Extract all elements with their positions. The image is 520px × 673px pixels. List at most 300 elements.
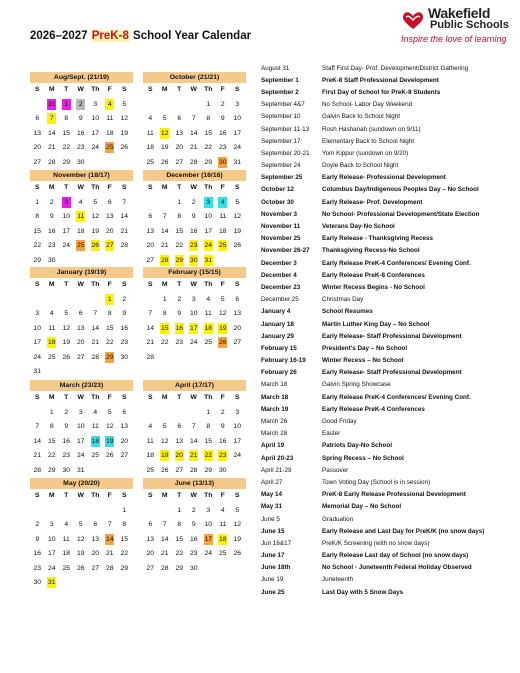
day-cell (230, 518, 245, 533)
day-number (105, 504, 114, 515)
day-cell (88, 365, 103, 380)
weekday-label: M (161, 86, 168, 93)
event-date: March 18 (261, 393, 289, 401)
page-title (30, 30, 251, 42)
weekday-label: T (64, 281, 69, 288)
week-row (30, 533, 133, 548)
weekday-label: F (220, 184, 225, 191)
day-cell (158, 336, 173, 351)
event-date: September 20-21 (261, 149, 310, 157)
event-description: Spring Recess – No School (322, 454, 404, 462)
event-description: Good Friday (322, 418, 357, 426)
week-row (30, 127, 133, 142)
day-number: 13 (175, 129, 184, 137)
day-cell (216, 533, 231, 548)
day-cell (45, 225, 60, 240)
day-cell (143, 254, 158, 269)
day-cell (230, 449, 245, 464)
day-number (33, 293, 42, 304)
day-cell (103, 98, 118, 113)
day-number: 1 (162, 295, 167, 303)
day-number: 14 (160, 535, 169, 543)
day-number: 14 (189, 437, 198, 445)
day-cell (172, 406, 187, 421)
day-cell (230, 225, 245, 240)
weekday-label: Th (91, 281, 100, 288)
day-number: 10 (47, 535, 56, 543)
day-cell (59, 307, 74, 322)
week-row (143, 406, 246, 421)
day-cell (187, 518, 202, 533)
day-number (233, 254, 242, 265)
day-cell (45, 449, 60, 464)
event-date: April 27 (261, 478, 283, 486)
day-cell (88, 156, 103, 171)
day-cell (143, 196, 158, 211)
day-cell (103, 365, 118, 380)
event-row (261, 220, 506, 232)
event-date: February 16-19 (261, 357, 306, 365)
weekday-label: F (220, 281, 225, 288)
day-cell (59, 562, 74, 577)
day-number (218, 254, 227, 265)
weekday-label: W (190, 281, 197, 288)
day-number: 20 (146, 550, 155, 557)
day-cell (30, 336, 45, 351)
event-date: September 10 (261, 113, 301, 121)
day-cell (158, 210, 173, 225)
day-cell (201, 533, 216, 548)
day-number: 4 (64, 521, 69, 528)
day-cell (158, 293, 173, 308)
day-cell (187, 420, 202, 435)
week-row (143, 351, 246, 366)
day-number: 16 (218, 129, 227, 137)
day-cell (117, 533, 132, 548)
day-cell (143, 307, 158, 322)
day-number: 23 (33, 564, 42, 572)
title-grade-highlight: PreK-8 (91, 30, 129, 42)
day-number: 13 (175, 437, 184, 445)
day-cell (59, 254, 74, 269)
day-cell (117, 112, 132, 127)
day-cell (158, 518, 173, 533)
day-number: 25 (218, 242, 227, 249)
day-cell (59, 518, 74, 533)
day-cell (103, 576, 118, 591)
day-cell (117, 351, 132, 366)
weekday-label: S (121, 492, 127, 499)
day-number: 4 (206, 295, 211, 303)
day-cell (230, 127, 245, 142)
week-row (30, 562, 133, 577)
day-cell (172, 307, 187, 322)
day-number: 24 (47, 564, 56, 572)
day-cell (187, 293, 202, 308)
weekday-label: S (234, 394, 240, 401)
day-number (218, 351, 227, 362)
day-number (204, 562, 213, 573)
day-number: 9 (122, 310, 127, 317)
day-number: 13 (233, 310, 242, 317)
day-cell (45, 293, 60, 308)
day-cell (59, 449, 74, 464)
day-cell (88, 239, 103, 254)
weekday-label: Th (204, 281, 213, 288)
event-description: Patriots Day-No School (322, 442, 392, 450)
day-number: 2 (35, 521, 40, 528)
weekday-label: F (107, 184, 112, 191)
day-number: 21 (33, 452, 42, 459)
day-cell (158, 420, 173, 435)
day-number: 28 (160, 564, 169, 572)
event-row (261, 525, 506, 537)
day-number: 16 (62, 437, 71, 445)
day-cell (88, 112, 103, 127)
day-number: 14 (189, 129, 198, 137)
day-number: 12 (120, 115, 129, 122)
day-number: 18 (91, 437, 100, 445)
day-cell (143, 293, 158, 308)
day-number: 17 (47, 550, 56, 557)
day-number: 24 (189, 339, 198, 346)
day-number: 31 (204, 256, 213, 264)
event-date: September 24 (261, 162, 301, 170)
day-cell (45, 322, 60, 337)
month-header: October (21/21) (143, 72, 246, 83)
day-cell (74, 98, 89, 113)
day-number: 9 (35, 535, 40, 543)
event-description: Memorial Day – No School (322, 503, 402, 511)
day-number: 8 (107, 310, 112, 317)
day-number: 9 (191, 521, 196, 528)
weekday-label: M (161, 281, 168, 288)
day-number: 6 (78, 310, 83, 317)
day-cell (158, 254, 173, 269)
day-cell (172, 435, 187, 450)
day-cell (216, 351, 231, 366)
day-number: 15 (47, 437, 56, 445)
day-number: 13 (105, 213, 114, 220)
day-number: 13 (146, 227, 155, 235)
day-cell (158, 449, 173, 464)
weekday-label: S (121, 394, 127, 401)
event-date: February 15 (261, 344, 297, 352)
day-cell (143, 420, 158, 435)
event-description: PreK-8 Early Release Professional Development (322, 491, 466, 499)
day-number (76, 254, 85, 265)
day-number: 24 (76, 452, 85, 459)
day-cell (230, 156, 245, 171)
day-number: 8 (122, 521, 127, 528)
day-number: 1 (35, 198, 40, 206)
day-number: 5 (220, 295, 225, 303)
day-number: 7 (122, 198, 127, 206)
day-cell (74, 562, 89, 577)
event-row (261, 513, 506, 525)
day-cell (172, 464, 187, 479)
day-number (120, 254, 129, 265)
day-number: 30 (218, 466, 227, 474)
day-cell (30, 406, 45, 421)
title-rest: School Year Calendar (129, 30, 252, 42)
day-number: 9 (78, 115, 83, 122)
day-number: 18 (146, 452, 155, 459)
day-number (146, 293, 155, 304)
day-cell (103, 406, 118, 421)
weekday-label: Th (91, 492, 100, 499)
day-number: 31 (47, 579, 56, 586)
day-cell (103, 239, 118, 254)
day-number: 26 (76, 564, 85, 572)
day-number (160, 196, 169, 207)
day-cell (103, 336, 118, 351)
day-number: 1 (177, 506, 182, 514)
day-cell (172, 562, 187, 577)
week-row (30, 547, 133, 562)
day-cell (187, 127, 202, 142)
day-cell (88, 464, 103, 479)
weekday-label: T (64, 394, 69, 401)
day-cell (88, 420, 103, 435)
day-cell (158, 196, 173, 211)
day-number (105, 365, 114, 376)
day-cell (143, 351, 158, 366)
day-number (76, 293, 85, 304)
day-cell (230, 562, 245, 577)
day-cell (88, 504, 103, 519)
weekday-label: T (64, 86, 69, 93)
day-cell (143, 98, 158, 113)
day-number (105, 464, 114, 475)
month-header: May (20/20) (30, 478, 133, 489)
day-number: 7 (47, 113, 56, 124)
day-number: 11 (62, 535, 70, 543)
day-cell (74, 420, 89, 435)
day-cell (59, 533, 74, 548)
day-number: 21 (105, 550, 114, 557)
day-cell (158, 322, 173, 337)
day-number: 17 (91, 129, 100, 137)
day-number: 3 (235, 408, 240, 416)
event-date: January 4 (261, 308, 291, 316)
day-cell (187, 225, 202, 240)
day-number (146, 406, 155, 417)
day-number: 18 (47, 339, 56, 346)
day-cell (45, 196, 60, 211)
event-row (261, 476, 506, 488)
day-number: 4 (93, 408, 98, 416)
day-number: 30 (62, 466, 71, 474)
event-row (261, 330, 506, 342)
day-cell (117, 547, 132, 562)
day-cell (158, 464, 173, 479)
day-cell (230, 307, 245, 322)
day-cell (216, 562, 231, 577)
week-row (143, 464, 246, 479)
day-cell (88, 254, 103, 269)
week-row (143, 127, 246, 142)
day-number (160, 504, 169, 515)
event-date: September 25 (261, 174, 303, 182)
day-number: 19 (233, 535, 242, 543)
day-number (175, 406, 184, 417)
month-calendar (143, 380, 246, 478)
weekday-label: Th (91, 86, 100, 93)
day-cell (216, 307, 231, 322)
month-header: Aug/Sept. (21/19) (30, 72, 133, 83)
day-cell (45, 239, 60, 254)
day-number: 6 (122, 408, 127, 416)
day-number: 27 (91, 564, 100, 572)
day-number: 7 (162, 213, 167, 220)
day-cell (158, 98, 173, 113)
event-description: PreK-8 Staff Professional Development (322, 76, 439, 84)
day-cell (59, 365, 74, 380)
day-number: 1 (122, 506, 127, 514)
day-cell (74, 239, 89, 254)
day-cell (143, 518, 158, 533)
event-description: Veterans Day-No School (322, 223, 395, 231)
day-cell (172, 239, 187, 254)
day-cell (158, 547, 173, 562)
event-description: Graduation (322, 515, 354, 523)
day-cell (74, 254, 89, 269)
day-number: 21 (120, 227, 129, 235)
day-cell (158, 435, 173, 450)
weekday-label: T (177, 492, 182, 499)
day-number: 2 (76, 99, 85, 110)
event-date: December 3 (261, 259, 297, 267)
day-cell (88, 196, 103, 211)
weekday-row (143, 489, 246, 504)
event-date: February 26 (261, 369, 297, 377)
event-row (261, 281, 506, 293)
day-number: 18 (146, 144, 155, 151)
day-cell (158, 141, 173, 156)
day-cell (45, 518, 60, 533)
event-date: September 1 (261, 76, 299, 84)
weekday-label: F (220, 86, 225, 93)
day-number: 27 (233, 339, 242, 346)
day-number: 6 (93, 521, 98, 528)
day-cell (201, 322, 216, 337)
week-row (143, 336, 246, 351)
weekday-label: T (177, 184, 182, 191)
day-cell (74, 449, 89, 464)
day-cell (172, 210, 187, 225)
weekday-label: T (64, 492, 69, 499)
day-cell (117, 293, 132, 308)
day-number: 7 (148, 310, 153, 317)
day-cell (216, 254, 231, 269)
day-number: 3 (204, 197, 213, 208)
event-description: Martin Luther King Day – No School (322, 320, 430, 328)
event-row (261, 501, 506, 513)
weekday-label: M (161, 394, 168, 401)
day-cell (117, 141, 132, 156)
day-cell (143, 156, 158, 171)
day-number: 28 (33, 466, 42, 474)
day-number (160, 351, 169, 362)
day-number: 29 (120, 564, 129, 572)
day-cell (103, 156, 118, 171)
day-cell (216, 464, 231, 479)
day-number: 24 (204, 550, 213, 557)
week-row (143, 141, 246, 156)
day-cell (172, 112, 187, 127)
event-row (261, 86, 506, 98)
day-cell (88, 141, 103, 156)
day-number: 11 (219, 213, 227, 220)
day-cell (30, 464, 45, 479)
day-number (62, 254, 71, 265)
day-number: 24 (33, 353, 42, 361)
day-cell (201, 518, 216, 533)
day-cell (230, 533, 245, 548)
weekday-label: T (64, 184, 69, 191)
day-cell (103, 322, 118, 337)
week-row (143, 307, 246, 322)
day-number: 30 (76, 158, 85, 166)
day-cell (230, 435, 245, 450)
day-number: 17 (233, 437, 242, 445)
event-row (261, 440, 506, 452)
day-number (189, 406, 198, 417)
weekday-label: F (107, 394, 112, 401)
day-cell (158, 112, 173, 127)
day-cell (88, 307, 103, 322)
day-cell (201, 239, 216, 254)
event-date: March 26 (261, 418, 288, 426)
day-number: 29 (47, 466, 56, 474)
day-number: 28 (189, 466, 198, 474)
day-cell (117, 365, 132, 380)
day-cell (103, 141, 118, 156)
event-date: September 2 (261, 88, 299, 96)
event-description: Columbus Day/Indigenous Peoples Day – No School (322, 186, 479, 194)
weekday-row (30, 181, 133, 196)
day-cell (59, 156, 74, 171)
event-description: No School - Juneteenth Federal Holiday Observed (322, 564, 472, 572)
day-number (105, 254, 114, 265)
day-number: 3 (93, 100, 98, 108)
day-number: 29 (204, 158, 213, 166)
week-row (30, 406, 133, 421)
month-header: June (13/13) (143, 478, 246, 489)
event-row (261, 379, 506, 391)
weekday-label: F (107, 281, 112, 288)
day-cell (30, 518, 45, 533)
weekday-label: S (234, 86, 240, 93)
day-number: 6 (148, 521, 153, 528)
weekday-label: T (177, 281, 182, 288)
day-number: 18 (62, 550, 71, 557)
week-row (143, 504, 246, 519)
day-cell (30, 562, 45, 577)
day-cell (143, 239, 158, 254)
day-cell (230, 141, 245, 156)
day-cell (74, 576, 89, 591)
event-row (261, 62, 506, 74)
weekday-label: Th (204, 86, 213, 93)
day-number: 9 (220, 115, 225, 122)
day-cell (74, 112, 89, 127)
day-cell (103, 293, 118, 308)
weekday-label: F (107, 492, 112, 499)
day-number: 10 (204, 521, 213, 528)
day-cell (45, 156, 60, 171)
